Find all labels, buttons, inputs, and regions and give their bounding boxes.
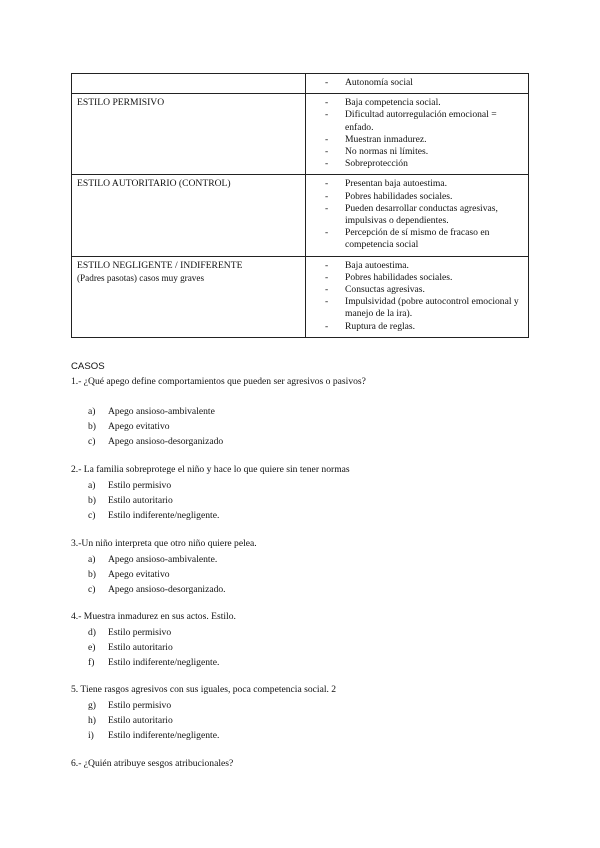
option-letter: b) bbox=[88, 421, 96, 432]
option-letter: g) bbox=[88, 700, 96, 711]
style-note: (Padres pasotas) casos muy graves bbox=[77, 272, 205, 283]
question-text: 5. Tiene rasgos agresivos con sus iguales, poca competencia social. 2 bbox=[71, 684, 337, 695]
option-letter: e) bbox=[88, 642, 96, 653]
question-text: 2.- La familia sobreprotege el niño y hace lo que quiere sin tener normas bbox=[71, 464, 350, 475]
style-cell bbox=[72, 74, 306, 94]
option-text: Estilo indiferente/negligente. bbox=[108, 730, 220, 741]
consequence-item: - Pueden desarrollar conductas agresivas, impulsivas o dependientes. bbox=[311, 203, 523, 227]
consequences-cell bbox=[306, 94, 529, 175]
table-row bbox=[72, 94, 529, 175]
option-letter: i) bbox=[88, 730, 94, 741]
option-text: Estilo indiferente/negligente. bbox=[108, 510, 220, 521]
consequence-item: - Ruptura de reglas. bbox=[311, 321, 523, 333]
consequence-item: - Pobres habilidades sociales. bbox=[311, 272, 523, 284]
option-text: Estilo permisivo bbox=[108, 700, 172, 711]
consequence-item: - Consuctas agresivas. bbox=[311, 284, 523, 296]
answer-options bbox=[88, 625, 219, 670]
answer-options bbox=[88, 404, 223, 449]
consequence-item: - Sobreprotección bbox=[311, 158, 523, 170]
answer-options bbox=[88, 552, 226, 597]
style-cell bbox=[72, 175, 306, 256]
option-letter: a) bbox=[88, 554, 96, 565]
option-text: Estilo autoritario bbox=[108, 495, 173, 506]
consequences-cell bbox=[306, 74, 529, 94]
table-row bbox=[72, 256, 529, 337]
answer-option bbox=[88, 419, 223, 434]
option-letter: d) bbox=[88, 627, 96, 638]
answer-option bbox=[88, 713, 219, 728]
option-letter: h) bbox=[88, 715, 96, 726]
answer-option bbox=[88, 493, 219, 508]
style-cell bbox=[72, 256, 306, 337]
answer-option bbox=[88, 404, 223, 419]
answer-option bbox=[88, 567, 226, 582]
option-letter: a) bbox=[88, 480, 96, 491]
option-text: Apego evitativo bbox=[108, 421, 170, 432]
consequence-item: - Baja competencia social. bbox=[311, 97, 523, 109]
option-letter: c) bbox=[88, 436, 96, 447]
answer-option bbox=[88, 508, 219, 523]
consequence-item: - Impulsividad (pobre autocontrol emocional y manejo de la ira). bbox=[311, 296, 523, 320]
style-name: ESTILO PERMISIVO bbox=[77, 97, 165, 109]
answer-option bbox=[88, 478, 219, 493]
consequence-item: - Percepción de sí mismo de fracaso en competencia social bbox=[311, 227, 523, 251]
option-text: Apego ansioso-desorganizado bbox=[108, 436, 224, 447]
option-letter: b) bbox=[88, 495, 96, 506]
option-text: Apego ansioso-desorganizado. bbox=[108, 584, 226, 595]
question-text: 4.- Muestra inmadurez en sus actos. Estilo. bbox=[71, 611, 236, 622]
option-text: Apego evitativo bbox=[108, 569, 170, 580]
consequence-item: - Presentan baja autoestima. bbox=[311, 178, 523, 190]
parenting-styles-table bbox=[71, 73, 529, 338]
question-text: 3.-Un niño interpreta que otro niño quiere pelea. bbox=[71, 538, 257, 549]
style-name: ESTILO NEGLIGENTE / INDIFERENTE bbox=[77, 259, 243, 271]
consequences-cell bbox=[306, 256, 529, 337]
answer-option bbox=[88, 640, 219, 655]
answer-option bbox=[88, 434, 223, 449]
option-letter: b) bbox=[88, 569, 96, 580]
consequence-item: - Muestran inmadurez. bbox=[311, 134, 523, 146]
option-text: Apego ansioso-ambivalente bbox=[108, 406, 215, 417]
option-text: Estilo permisivo bbox=[108, 627, 172, 638]
option-letter: a) bbox=[88, 406, 96, 417]
table-row bbox=[72, 175, 529, 256]
option-text: Estilo permisivo bbox=[108, 480, 172, 491]
answer-options bbox=[88, 478, 219, 523]
option-letter: c) bbox=[88, 584, 96, 595]
table-row bbox=[72, 74, 529, 94]
option-text: Estilo autoritario bbox=[108, 642, 173, 653]
consequence-item: - Baja autoestima. bbox=[311, 260, 523, 272]
option-letter: c) bbox=[88, 510, 96, 521]
option-text: Apego ansioso-ambivalente. bbox=[108, 554, 218, 565]
answer-option bbox=[88, 625, 219, 640]
consequence-item: - Autonomía social bbox=[311, 77, 523, 89]
question-text: 1.- ¿Qué apego define comportamientos que pueden ser agresivos o pasivos? bbox=[71, 376, 366, 387]
option-text: Estilo indiferente/negligente. bbox=[108, 657, 220, 668]
answer-option bbox=[88, 698, 219, 713]
style-name: ESTILO AUTORITARIO (CONTROL) bbox=[77, 178, 231, 190]
answer-option bbox=[88, 728, 219, 743]
question-text: 6.- ¿Quién atribuye sesgos atribucionales? bbox=[71, 758, 234, 769]
consequences-cell bbox=[306, 175, 529, 256]
style-cell bbox=[72, 94, 306, 175]
option-text: Estilo autoritario bbox=[108, 715, 173, 726]
consequence-item: - No normas ni límites. bbox=[311, 146, 523, 158]
answer-options bbox=[88, 698, 219, 743]
answer-option bbox=[88, 582, 226, 597]
casos-heading: CASOS bbox=[71, 361, 105, 372]
consequence-item: - Pobres habilidades sociales. bbox=[311, 191, 523, 203]
option-letter: f) bbox=[88, 657, 95, 668]
answer-option bbox=[88, 655, 219, 670]
consequence-item: - Dificultad autorregulación emocional = enfado. bbox=[311, 109, 523, 133]
answer-option bbox=[88, 552, 226, 567]
